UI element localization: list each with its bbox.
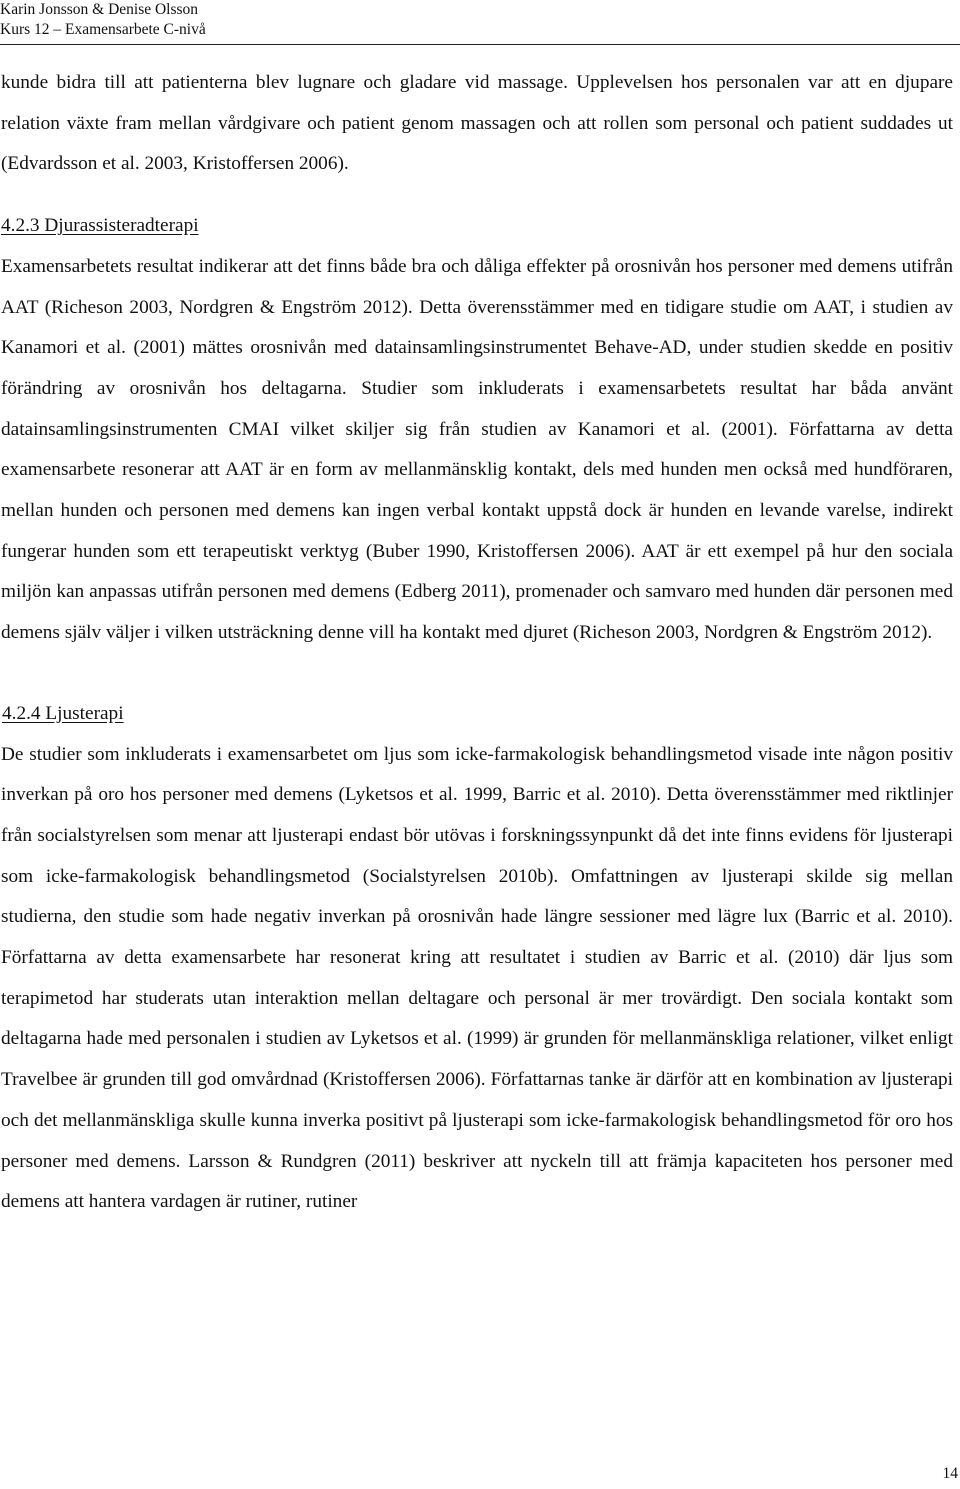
section-heading-text: 4.2.4 Ljusterapi — [2, 702, 124, 724]
page-number: 14 — [942, 1465, 958, 1482]
header-authors: Karin Jonsson & Denise Olsson — [0, 1, 199, 18]
section-heading-djurassisteradterapi — [1, 206, 953, 247]
section-heading-ljusterapi — [1, 694, 953, 735]
paragraph-ljusterapi: De studier som inkluderats i examensarbetet om ljus som icke-farmakologisk behandlingsmetod visade inte någon positiv inverkan på oro hos personer med demens (Lyketsos et al. 1999, Barric et al. 2010). Detta överensstämmer med riktlinjer från socialstyrelsen som menar att ljusterapi endast bör utövas i forskningssynpunkt då det inte finns evidens för ljusterapi som icke-farmakologisk behandlingsmetod (Socialstyrelsen 2010b). Omfattningen av ljusterapi skilde sig mellan studierna, den studie som hade negativ inverkan på orosnivån hade längre sessioner med lägre lux (Barric et al. 2010). Författarna av detta examensarbete har resonerat kring att resultatet i studien av Barric et al. (2010) där ljus som terapimetod har studerats utan interaktion mellan deltagare och personal är mer trovärdigt. Den sociala kontakt som deltagarna hade med personalen i studien av Lyketsos et al. (1999) är grunden för mellanmänskliga relationer, vilket enligt Travelbee är grunden till god omvårdnad (Kristoffersen 2006). Författarnas tanke är därför att en kombination av ljusterapi och det mellanmänskliga skulle kunna inverka positivt på ljusterapi som icke-farmakologisk behandlingsmetod för oro hos personer med demens. Larsson & Rundgren (2011) beskriver att nyckeln till att främja kapaciteten hos personer med demens att hantera vardagen är rutiner, rutiner — [1, 743, 953, 1213]
paragraph-djurassisteradterapi: Examensarbetets resultat indikerar att det finns både bra och dåliga effekter på orosnivån hos personer med demens utifrån AAT (Richeson 2003, Nordgren & Engström 2012). Detta överensstämmer med en tidigare studie om AAT, i studien av Kanamori et al. (2001) mättes orosnivån med datainsamlingsinstrumentet Behave-AD, under studien skedde en positiv förändring av orosnivån hos deltagarna. Studier som inkluderats i examensarbetets resultat har båda använt datainsamlingsinstrumenten CMAI vilket skiljer sig från studien av Kanamori et al. (2001). Författarna av detta examensarbete resonerar att AAT är en form av mellanmänsklig kontakt, dels med hunden men också med hundföraren, mellan hunden och personen med demens kan ingen verbal kontakt uppstå dock är hunden en levande varelse, indirekt fungerar hunden som ett terapeutiskt verktyg (Buber 1990, Kristoffersen 2006). AAT är ett exempel på hur den sociala miljön kan anpassas utifrån personen med demens (Edberg 2011), promenader och samvaro med hunden där personen med demens själv väljer i vilken utsträckning denne vill ha kontakt med djuret (Richeson 2003, Nordgren & Engström 2012). — [1, 255, 953, 644]
running-header — [0, 0, 206, 40]
section-heading-text: 4.2.3 Djurassisteradterapi — [1, 215, 199, 237]
body-text — [1, 63, 953, 1223]
paragraph-intro: kunde bidra till att patienterna blev lugnare och gladare vid massage. Upplevelsen hos personalen var att en djupare relation växte fram mellan vårdgivare och patient genom massagen och att rollen som personal och patient suddades ut (Edvardsson et al. 2003, Kristoffersen 2006). — [1, 72, 953, 175]
header-course: Kurs 12 – Examensarbete C-nivå — [0, 21, 206, 38]
header-rule — [0, 44, 960, 45]
